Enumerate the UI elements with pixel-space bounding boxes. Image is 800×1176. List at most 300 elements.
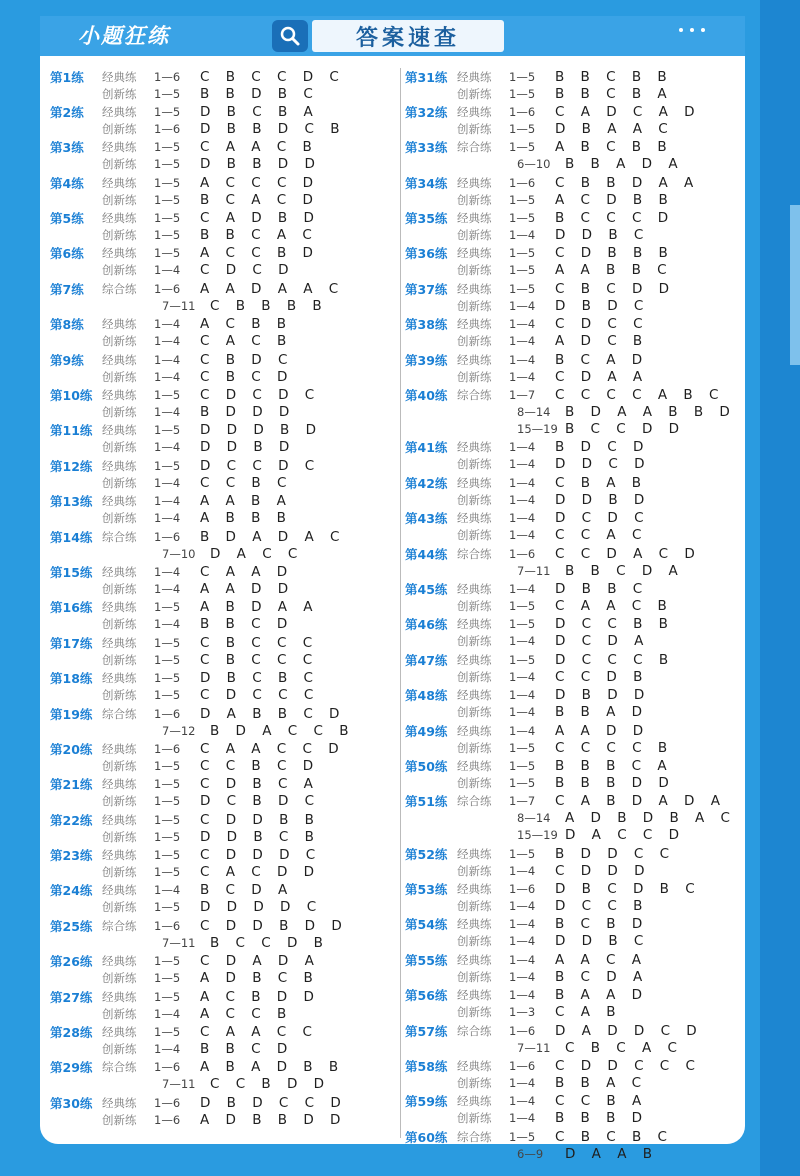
exercise-title: 第23练 <box>50 848 93 864</box>
exercise-title: 第59练 <box>405 1094 448 1110</box>
answer-row <box>405 120 740 137</box>
answer-row <box>50 599 390 616</box>
answer-letters: B C D A <box>555 968 649 985</box>
answer-letters: D B B D C B <box>200 120 346 137</box>
exercise-block <box>50 740 390 774</box>
question-range: 1—4 <box>154 581 181 596</box>
question-range: 1—5 <box>509 281 536 296</box>
exercise-title: 第55练 <box>405 952 448 968</box>
exercise-title: 第15练 <box>50 564 93 580</box>
more-dots-icon <box>679 28 705 32</box>
answer-letters: B D D D <box>200 404 296 421</box>
exercise-type: 综合练 <box>102 1060 137 1075</box>
exercise-title: 第38练 <box>405 317 448 333</box>
continuation-row <box>405 827 740 844</box>
question-range: 1—5 <box>509 211 536 226</box>
question-range: 1—5 <box>154 812 181 827</box>
answer-letters: C B A B <box>555 474 648 491</box>
question-range: 1—6 <box>154 121 181 136</box>
exercise-type: 创新练 <box>457 598 492 613</box>
question-range: 1—6 <box>154 1060 181 1075</box>
answer-letters: B B C D <box>200 616 294 633</box>
exercise-type: 创新练 <box>102 1006 137 1021</box>
exercise-title: 第26练 <box>50 954 93 970</box>
answer-letters: D B B C <box>555 580 649 597</box>
answer-row <box>405 793 740 810</box>
exercise-block <box>50 917 390 951</box>
answer-row <box>50 404 390 421</box>
answer-row <box>405 739 740 756</box>
exercise-block <box>50 1094 390 1128</box>
question-range: 1—4 <box>509 688 536 703</box>
page-title: 答案速查 <box>312 20 504 52</box>
exercise-block <box>405 245 740 279</box>
answer-row <box>405 387 740 404</box>
question-range: 1—5 <box>509 846 536 861</box>
question-range: 8—14 <box>517 811 551 826</box>
exercise-block <box>50 174 390 208</box>
exercise-type: 经典练 <box>457 917 492 932</box>
question-range: 1—4 <box>154 564 181 579</box>
answer-row <box>405 580 740 597</box>
exercise-type: 创新练 <box>457 334 492 349</box>
answer-letters: A D C B <box>555 333 649 350</box>
exercise-block <box>50 1024 390 1058</box>
exercise-title: 第25练 <box>50 918 93 934</box>
exercise-type: 创新练 <box>457 969 492 984</box>
answer-letters: A C D B B <box>555 191 674 208</box>
answer-letters: B C C D B <box>210 934 329 951</box>
exercise-block <box>405 280 740 314</box>
answer-row <box>405 845 740 862</box>
question-range: 1—5 <box>154 671 181 686</box>
question-range: 1—6 <box>509 882 536 897</box>
exercise-title: 第42练 <box>405 475 448 491</box>
answer-letters: A C C B <box>200 1005 293 1022</box>
question-range: 1—4 <box>154 1042 181 1057</box>
exercise-title: 第40练 <box>405 388 448 404</box>
answer-row <box>405 527 740 544</box>
answer-letters: B B C B B <box>555 68 673 85</box>
question-range: 1—6 <box>154 741 181 756</box>
answer-row <box>50 316 390 333</box>
exercise-type: 经典练 <box>102 635 137 650</box>
answer-letters: C B C D <box>200 368 294 385</box>
exercise-type: 创新练 <box>457 298 492 313</box>
exercise-type: 创新练 <box>457 1076 492 1091</box>
question-range: 1—4 <box>509 899 536 914</box>
question-range: 1—5 <box>154 971 181 986</box>
question-range: 1—4 <box>509 952 536 967</box>
question-range: 7—12 <box>162 723 196 738</box>
question-range: 1—5 <box>154 388 181 403</box>
question-range: 1—6 <box>154 529 181 544</box>
exercise-type: 创新练 <box>102 829 137 844</box>
answer-letters: D C C B <box>555 898 649 915</box>
answer-row <box>405 881 740 898</box>
answer-letters: C D D B B <box>200 811 320 828</box>
exercise-title: 第20练 <box>50 741 93 757</box>
question-range: 1—5 <box>154 140 181 155</box>
question-range: 1—5 <box>154 777 181 792</box>
exercise-title: 第17练 <box>50 635 93 651</box>
answer-letters: A A B A <box>200 493 292 510</box>
question-range: 7—11 <box>162 298 196 313</box>
exercise-type: 经典练 <box>457 1094 492 1109</box>
exercise-title: 第22练 <box>50 812 93 828</box>
exercise-title: 第37练 <box>405 281 448 297</box>
exercise-title: 第32练 <box>405 104 448 120</box>
answer-row <box>50 439 390 456</box>
exercise-title: 第4练 <box>50 175 84 191</box>
exercise-type: 经典练 <box>457 952 492 967</box>
exercise-type: 经典练 <box>102 352 137 367</box>
answer-row <box>405 668 740 685</box>
answer-letters: A C B D D <box>200 988 320 1005</box>
question-range: 1—5 <box>509 758 536 773</box>
exercise-type: 经典练 <box>102 494 137 509</box>
exercise-type: 创新练 <box>102 971 137 986</box>
question-range: 1—4 <box>509 352 536 367</box>
answer-row <box>50 705 390 722</box>
question-range: 1—5 <box>154 192 181 207</box>
exercise-type: 经典练 <box>102 1095 137 1110</box>
answer-row <box>50 457 390 474</box>
exercise-block <box>50 1059 390 1093</box>
answer-row <box>405 491 740 508</box>
question-range: 1—5 <box>509 121 536 136</box>
question-range: 1—4 <box>509 634 536 649</box>
answer-row <box>50 970 390 987</box>
answer-row <box>405 651 740 668</box>
exercise-type: 综合练 <box>457 1129 492 1144</box>
answer-row <box>50 847 390 864</box>
exercise-type: 创新练 <box>102 617 137 632</box>
answer-row <box>50 139 390 156</box>
answer-row <box>50 988 390 1005</box>
answer-letters: B C C C D <box>555 210 675 227</box>
question-range: 1—5 <box>154 848 181 863</box>
exercise-type: 创新练 <box>102 405 137 420</box>
question-range: 1—5 <box>509 140 536 155</box>
exercise-title: 第41练 <box>405 440 448 456</box>
answer-letters: C C D B <box>555 668 649 685</box>
exercise-type: 经典练 <box>102 777 137 792</box>
answer-letters: C B C C C <box>200 651 319 668</box>
exercise-type: 创新练 <box>457 705 492 720</box>
continuation-row <box>405 404 740 421</box>
exercise-block <box>50 210 390 244</box>
exercise-type: 创新练 <box>102 794 137 809</box>
answer-letters: B B C D A <box>565 562 684 579</box>
question-range: 1—5 <box>509 617 536 632</box>
exercise-title: 第11练 <box>50 423 93 439</box>
exercise-type: 综合练 <box>102 918 137 933</box>
exercise-type: 经典练 <box>102 140 137 155</box>
answer-row <box>50 953 390 970</box>
answer-row <box>405 210 740 227</box>
answer-row <box>50 351 390 368</box>
answer-row <box>50 174 390 191</box>
answer-letters: B C A D <box>555 351 649 368</box>
exercise-type: 经典练 <box>102 388 137 403</box>
answer-row <box>405 1093 740 1110</box>
exercise-type: 创新练 <box>102 865 137 880</box>
exercise-type: 经典练 <box>102 211 137 226</box>
answer-row <box>50 1041 390 1058</box>
answer-row <box>405 85 740 102</box>
exercise-block <box>405 1093 740 1127</box>
exercise-type: 经典练 <box>457 511 492 526</box>
exercise-type: 创新练 <box>102 758 137 773</box>
exercise-type: 综合练 <box>102 529 137 544</box>
continuation-row <box>405 1145 740 1162</box>
question-range: 1—5 <box>154 652 181 667</box>
exercise-type: 经典练 <box>457 281 492 296</box>
question-range: 1—5 <box>154 900 181 915</box>
answer-letters: C B B B B <box>210 297 328 314</box>
question-range: 1—5 <box>154 458 181 473</box>
answer-row <box>405 951 740 968</box>
exercise-type: 经典练 <box>457 440 492 455</box>
answer-row <box>405 333 740 350</box>
exercise-type: 经典练 <box>102 175 137 190</box>
answer-letters: C C C C B <box>555 739 674 756</box>
exercise-type: 创新练 <box>102 1042 137 1057</box>
answer-letters: C A B <box>555 1004 622 1021</box>
answer-row <box>405 139 740 156</box>
exercise-type: 经典练 <box>102 69 137 84</box>
answer-row <box>405 1128 740 1145</box>
exercise-type: 综合练 <box>102 281 137 296</box>
exercise-block <box>405 722 740 756</box>
answer-letters: B B C A C <box>200 227 318 244</box>
exercise-type: 创新练 <box>102 228 137 243</box>
exercise-type: 综合练 <box>457 140 492 155</box>
answer-letters: D A C C <box>210 545 304 562</box>
answer-letters: D B A A C <box>555 120 674 137</box>
continuation-row <box>405 562 740 579</box>
answer-row <box>405 316 740 333</box>
answer-letters: C B D C <box>200 351 294 368</box>
exercise-title: 第48练 <box>405 688 448 704</box>
exercise-block <box>50 139 390 173</box>
exercise-title: 第33练 <box>405 140 448 156</box>
question-range: 1—4 <box>154 352 181 367</box>
exercise-title: 第60练 <box>405 1129 448 1145</box>
answer-row <box>405 262 740 279</box>
question-range: 6—10 <box>517 157 551 172</box>
exercise-title: 第35练 <box>405 211 448 227</box>
exercise-type: 经典练 <box>102 458 137 473</box>
answer-row <box>405 704 740 721</box>
page-header <box>40 16 745 56</box>
exercise-title: 第9练 <box>50 352 84 368</box>
exercise-block <box>50 811 390 845</box>
question-range: 1—4 <box>154 883 181 898</box>
question-range: 8—14 <box>517 405 551 420</box>
exercise-type: 创新练 <box>457 775 492 790</box>
exercise-title: 第34练 <box>405 175 448 191</box>
question-range: 1—4 <box>154 317 181 332</box>
answer-letters: C A A C C D <box>200 740 345 757</box>
answer-letters: C C B C <box>200 474 293 491</box>
answer-letters: C D D D C <box>200 847 322 864</box>
answer-row <box>405 862 740 879</box>
question-range: 1—4 <box>509 581 536 596</box>
exercise-type: 经典练 <box>102 812 137 827</box>
answer-letters: C D A A <box>555 368 649 385</box>
answer-letters: B D A D A C <box>200 528 346 545</box>
exercise-type: 经典练 <box>102 600 137 615</box>
answer-row <box>50 651 390 668</box>
exercise-type: 经典练 <box>457 723 492 738</box>
question-range: 1—5 <box>154 989 181 1004</box>
answer-letters: C B C C C <box>200 634 319 651</box>
question-range: 1—5 <box>509 775 536 790</box>
answer-row <box>50 245 390 262</box>
exercise-type: 经典练 <box>457 69 492 84</box>
answer-letters: B D D C C <box>555 845 676 862</box>
exercise-type: 经典练 <box>102 104 137 119</box>
exercise-type: 经典练 <box>457 882 492 897</box>
answer-row <box>405 439 740 456</box>
question-range: 1—5 <box>509 246 536 261</box>
answer-letters: D C D C <box>555 510 650 527</box>
answer-row <box>50 616 390 633</box>
question-range: 15—19 <box>517 422 558 437</box>
question-range: 1—5 <box>154 104 181 119</box>
answer-row <box>50 882 390 899</box>
question-range: 1—5 <box>154 600 181 615</box>
exercise-type: 综合练 <box>457 546 492 561</box>
question-range: 1—7 <box>509 388 536 403</box>
answer-row <box>50 103 390 120</box>
question-range: 1—5 <box>509 263 536 278</box>
question-range: 1—4 <box>509 934 536 949</box>
continuation-row <box>405 1039 740 1056</box>
answer-row <box>405 1004 740 1021</box>
answer-row <box>405 968 740 985</box>
question-range: 1—5 <box>154 758 181 773</box>
answer-letters: C A C B <box>200 333 293 350</box>
question-range: 1—4 <box>509 705 536 720</box>
exercise-type: 创新练 <box>457 457 492 472</box>
answer-letters: C D C C C <box>200 687 320 704</box>
exercise-type: 创新练 <box>102 581 137 596</box>
exercise-type: 创新练 <box>102 475 137 490</box>
exercise-type: 经典练 <box>102 317 137 332</box>
exercise-block <box>405 439 740 473</box>
question-range: 1—4 <box>154 405 181 420</box>
answer-row <box>405 456 740 473</box>
answer-row <box>50 776 390 793</box>
question-range: 1—5 <box>154 211 181 226</box>
answer-row <box>50 828 390 845</box>
exercise-type: 综合练 <box>102 706 137 721</box>
answer-letters: A B B B <box>200 510 292 527</box>
answer-letters: A D B C B <box>200 970 319 987</box>
question-range: 1—4 <box>509 475 536 490</box>
answer-letters: B B C D <box>200 1041 294 1058</box>
exercise-type: 经典练 <box>457 317 492 332</box>
answer-row <box>50 811 390 828</box>
answer-letters: B A A D <box>555 987 649 1004</box>
answer-letters: D C C C B <box>555 651 675 668</box>
exercise-block <box>405 174 740 208</box>
answer-letters: C C B D D <box>210 1076 331 1093</box>
exercise-title: 第45练 <box>405 581 448 597</box>
answer-letters: C A D B D <box>200 210 320 227</box>
exercise-title: 第54练 <box>405 917 448 933</box>
answer-row <box>50 68 390 85</box>
continuation-row <box>50 545 390 562</box>
answer-row <box>405 774 740 791</box>
question-range: 1—4 <box>509 334 536 349</box>
question-range: 1—4 <box>154 511 181 526</box>
continuation-row <box>405 156 740 173</box>
answer-row <box>405 280 740 297</box>
exercise-block <box>405 68 740 102</box>
answer-letters: B C D A <box>200 882 294 899</box>
question-range: 1—5 <box>509 740 536 755</box>
answer-card <box>40 16 745 1162</box>
exercise-title: 第13练 <box>50 494 93 510</box>
question-range: 1—6 <box>509 1023 536 1038</box>
exercise-type: 经典练 <box>457 246 492 261</box>
question-range: 1—7 <box>509 794 536 809</box>
exercise-title: 第19练 <box>50 706 93 722</box>
answer-letters: B B B D <box>555 1110 649 1127</box>
exercise-title: 第29练 <box>50 1060 93 1076</box>
answer-row <box>405 1110 740 1127</box>
answer-row <box>50 793 390 810</box>
answer-letters: D B C B C <box>200 670 319 687</box>
answer-letters: A A C A <box>555 951 648 968</box>
answer-letters: B D A C C B <box>210 722 355 739</box>
exercise-block <box>50 953 390 987</box>
answer-row <box>405 916 740 933</box>
continuation-row <box>405 810 740 827</box>
exercise-block <box>405 545 740 579</box>
exercise-block <box>50 634 390 668</box>
answer-row <box>405 474 740 491</box>
question-range: 1—6 <box>154 918 181 933</box>
answer-letters: D D B C <box>555 933 650 950</box>
exercise-type: 经典练 <box>102 741 137 756</box>
answer-letters: C A D C A D <box>555 103 701 120</box>
question-range: 1—5 <box>154 829 181 844</box>
question-range: 1—4 <box>154 369 181 384</box>
answer-row <box>50 634 390 651</box>
exercise-type: 创新练 <box>102 369 137 384</box>
answer-row <box>50 85 390 102</box>
answer-row <box>50 262 390 279</box>
question-range: 1—5 <box>509 192 536 207</box>
exercise-block <box>50 103 390 137</box>
exercise-title: 第5练 <box>50 211 84 227</box>
continuation-row <box>405 421 740 438</box>
exercise-title: 第46练 <box>405 617 448 633</box>
answer-letters: D D B C <box>555 227 650 244</box>
exercise-block <box>405 139 740 173</box>
brand-title: 小题狂练 <box>78 24 170 48</box>
question-range: 1—3 <box>509 1005 536 1020</box>
exercise-block <box>405 1058 740 1092</box>
answer-row <box>50 422 390 439</box>
answer-letters: D B B D D <box>200 156 321 173</box>
exercise-title: 第10练 <box>50 388 93 404</box>
